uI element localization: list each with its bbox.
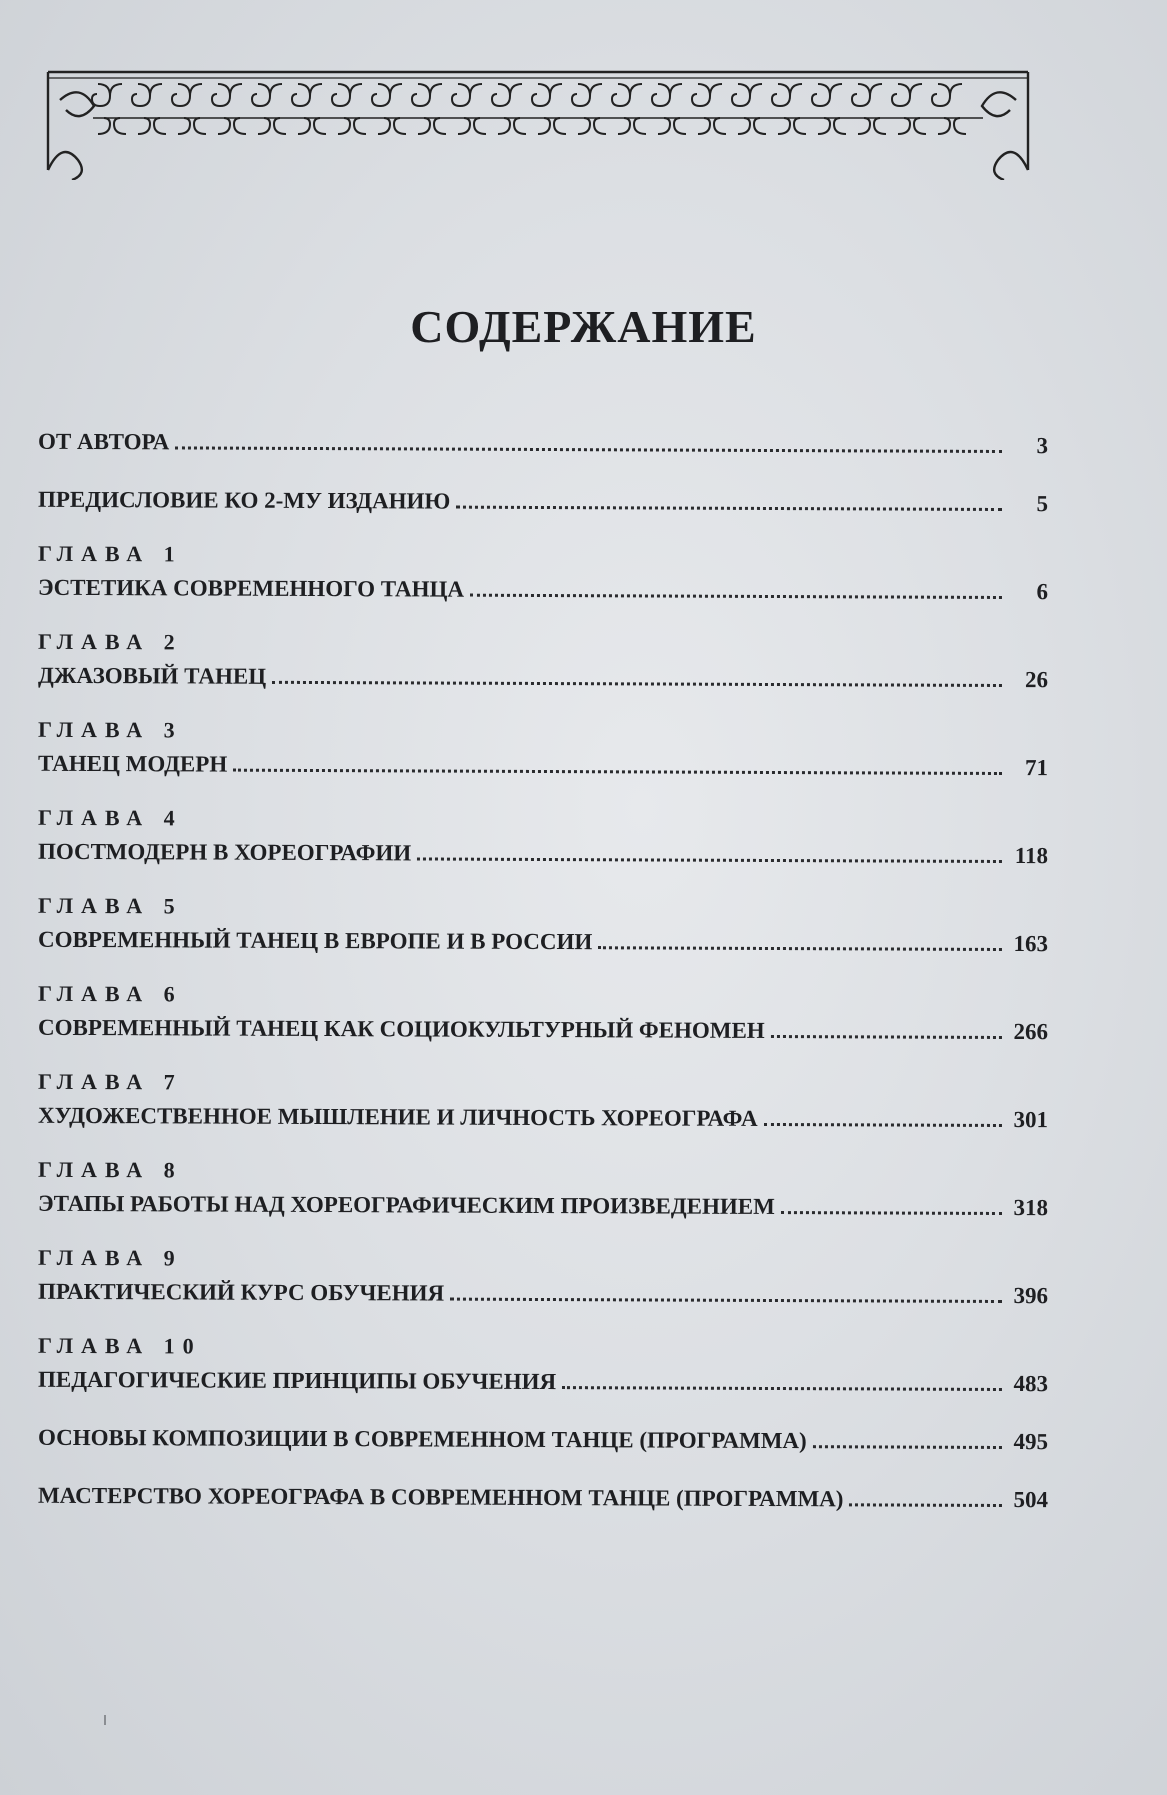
toc-entry-title: ОТ АВТОРА <box>37 428 170 455</box>
toc-entry-chapter-9 <box>38 1273 1048 1315</box>
chapter-label: ГЛАВА 10 <box>37 1332 202 1359</box>
toc-entry-chapter-8 <box>38 1185 1048 1227</box>
toc-entry-title: ХУДОЖЕСТВЕННОЕ МЫШЛЕНИЕ И ЛИЧНОСТЬ ХОРЕОГРАФА <box>37 1102 758 1131</box>
toc-entry-page: 71 <box>1024 755 1049 781</box>
toc-entry-title: ПРАКТИЧЕСКИЙ КУРС ОБУЧЕНИЯ <box>37 1278 445 1306</box>
chapter-label: ГЛАВА 3 <box>37 716 183 743</box>
toc-entry-page: 396 <box>1013 1283 1049 1309</box>
toc-entry-chapter-10 <box>38 1361 1048 1403</box>
toc-entry-page: 26 <box>1024 667 1049 693</box>
dot-leader <box>781 1211 1002 1215</box>
toc-entry-title: ПОСТМОДЕРН В ХОРЕОГРАФИИ <box>37 838 412 866</box>
toc-entry-chapter-7 <box>38 1097 1048 1139</box>
toc-entry-chapter-6 <box>38 1009 1048 1051</box>
toc-entry-title: МАСТЕРСТВО ХОРЕОГРАФА В СОВРЕМЕННОМ ТАНЦЕ (ПРОГРАММА) <box>37 1482 844 1512</box>
toc-entry-title: ПЕДАГОГИЧЕСКИЕ ПРИНЦИПЫ ОБУЧЕНИЯ <box>37 1366 557 1395</box>
toc-entry-preface-author <box>38 423 1048 465</box>
toc-entry-page: 163 <box>1013 931 1049 957</box>
dot-leader <box>849 1503 1002 1507</box>
toc-entry-chapter-4 <box>38 833 1048 875</box>
toc-entry-page: 6 <box>1036 579 1049 605</box>
toc-entry-chapter-2 <box>38 657 1048 699</box>
toc-entry-chapter-5 <box>38 921 1048 963</box>
toc-entry-title: ПРЕДИСЛОВИЕ КО 2-МУ ИЗДАНИЮ <box>37 486 451 514</box>
toc-entry-title: СОВРЕМЕННЫЙ ТАНЕЦ В ЕВРОПЕ И В РОССИИ <box>37 926 593 955</box>
toc-entry-page: 3 <box>1036 433 1049 459</box>
dot-leader <box>598 946 1002 951</box>
dot-leader <box>771 1035 1002 1039</box>
dot-leader <box>764 1123 1002 1127</box>
dot-leader <box>470 594 1002 599</box>
toc-entry-page: 5 <box>1036 491 1049 517</box>
dot-leader <box>562 1386 1002 1391</box>
toc-entry-appendix-mastery <box>38 1477 1048 1519</box>
chapter-label: ГЛАВА 4 <box>37 804 183 831</box>
chapter-label: ГЛАВА 5 <box>37 892 183 919</box>
toc-entry-chapter-1 <box>38 569 1048 611</box>
chapter-label: ГЛАВА 9 <box>37 1244 183 1271</box>
chapter-label: ГЛАВА 7 <box>37 1068 183 1095</box>
dot-leader <box>417 857 1002 863</box>
dot-leader <box>272 681 1002 687</box>
toc-entry-page: 483 <box>1013 1371 1049 1397</box>
dot-leader <box>233 769 1002 775</box>
toc-entry-page: 301 <box>1013 1107 1049 1133</box>
dot-leader <box>456 506 1002 511</box>
toc-entry-title: ДЖАЗОВЫЙ ТАНЕЦ <box>37 662 267 689</box>
toc-entry-page: 118 <box>1014 843 1049 869</box>
chapter-label: ГЛАВА 6 <box>37 980 183 1007</box>
chapter-label: ГЛАВА 2 <box>37 628 183 655</box>
toc-entry-title: ТАНЕЦ МОДЕРН <box>37 750 228 777</box>
toc-entry-page: 504 <box>1013 1487 1049 1513</box>
toc-entry-title: ЭТАПЫ РАБОТЫ НАД ХОРЕОГРАФИЧЕСКИМ ПРОИЗВЕДЕНИЕМ <box>37 1190 775 1220</box>
toc-entry-page: 495 <box>1013 1429 1049 1455</box>
dot-leader <box>175 446 1002 453</box>
toc-entry-title: СОВРЕМЕННЫЙ ТАНЕЦ КАК СОЦИОКУЛЬТУРНЫЙ ФЕНОМЕН <box>37 1014 765 1043</box>
dot-leader <box>450 1298 1002 1303</box>
dot-leader <box>813 1445 1002 1449</box>
table-of-contents <box>38 425 1048 1517</box>
toc-entry-appendix-composition <box>38 1419 1048 1461</box>
chapter-label: ГЛАВА 1 <box>37 540 183 567</box>
toc-entry-preface-second-edition <box>38 481 1048 523</box>
chapter-label: ГЛАВА 8 <box>37 1156 183 1183</box>
paper-speck <box>104 1715 106 1725</box>
toc-entry-page: 318 <box>1013 1195 1049 1221</box>
decorative-header-ornament <box>38 60 1038 180</box>
toc-entry-page: 266 <box>1013 1019 1049 1045</box>
toc-entry-title: ЭСТЕТИКА СОВРЕМЕННОГО ТАНЦА <box>37 574 465 602</box>
page-title: СОДЕРЖАНИЕ <box>410 301 757 352</box>
toc-entry-chapter-3 <box>38 745 1048 787</box>
toc-entry-title: ОСНОВЫ КОМПОЗИЦИИ В СОВРЕМЕННОМ ТАНЦЕ (ПРОГРАММА) <box>37 1424 807 1454</box>
